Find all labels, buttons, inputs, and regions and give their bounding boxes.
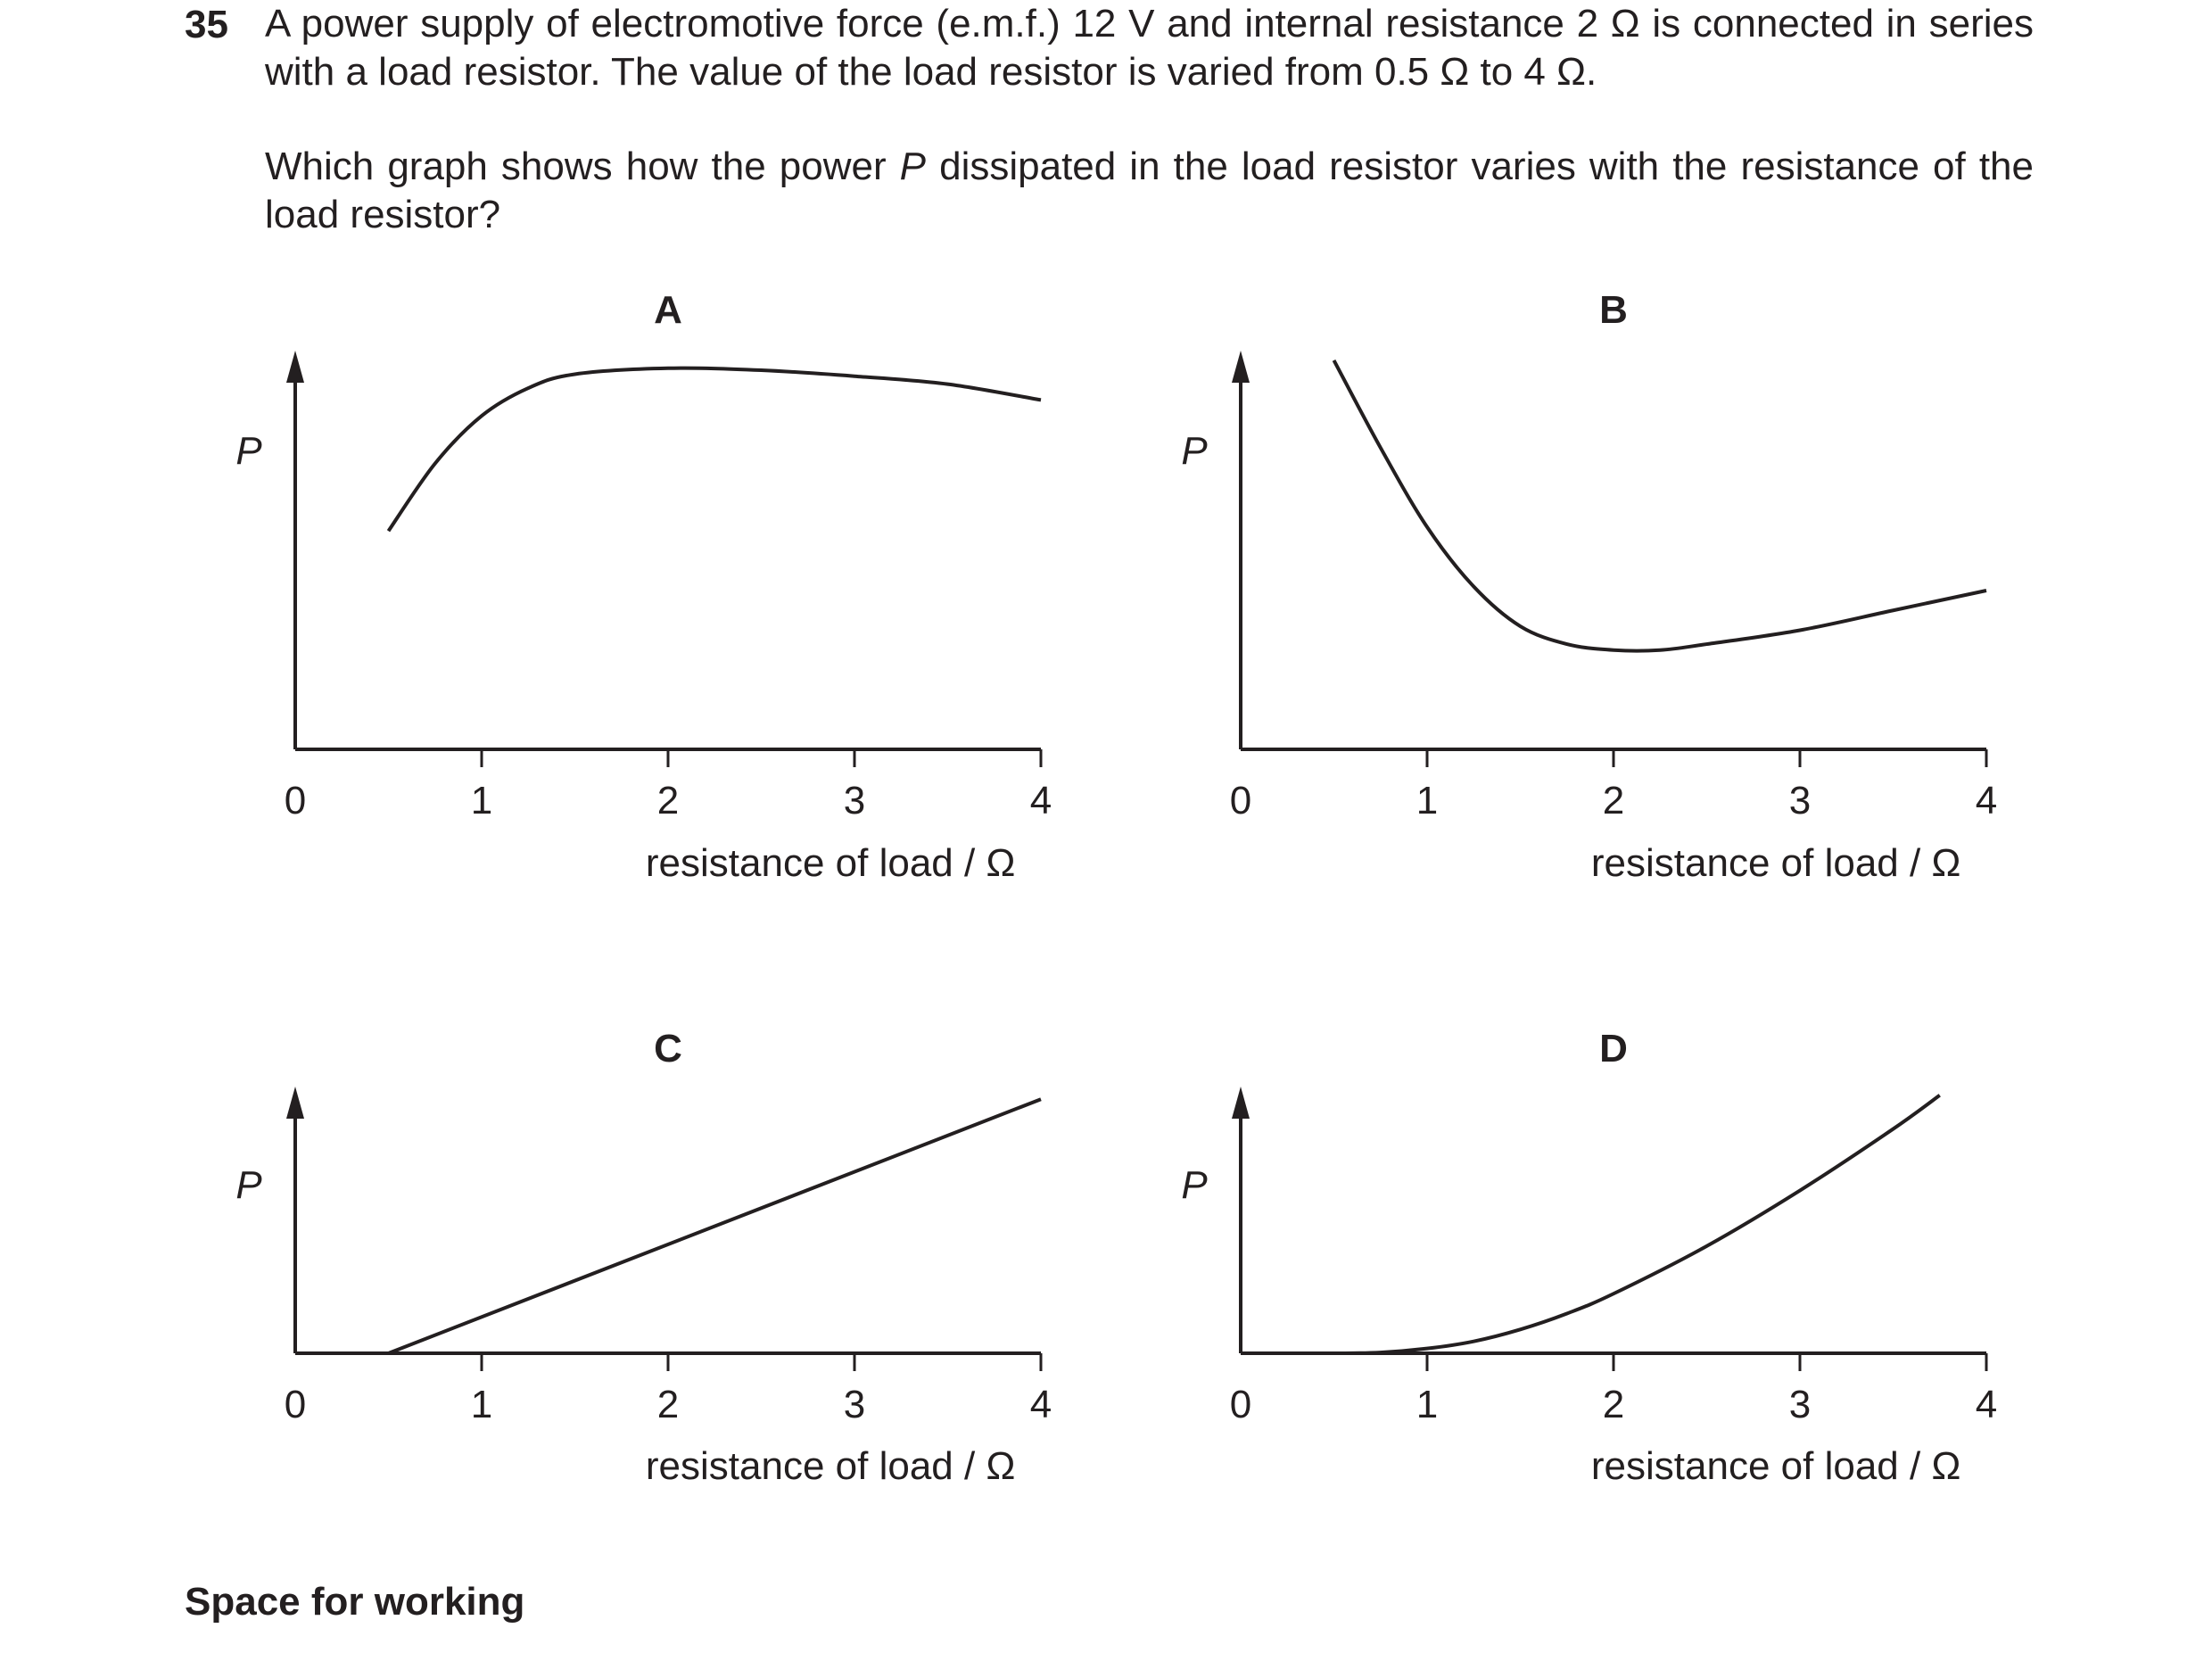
chart-b-tick-label-4: 4 xyxy=(1975,779,1998,822)
chart-b-tick-label-3: 3 xyxy=(1788,779,1812,822)
chart-d-y-arrow xyxy=(1232,1087,1250,1119)
chart-c-letter: C xyxy=(654,1027,682,1070)
chart-b-tick-label-0: 0 xyxy=(1229,779,1252,822)
chart-a-y-arrow xyxy=(286,351,304,383)
chart-c-y-arrow xyxy=(286,1087,304,1119)
chart-d-letter: D xyxy=(1599,1027,1628,1070)
chart-a-tick-label-0: 0 xyxy=(284,779,307,822)
chart-a-tick-label-2: 2 xyxy=(656,779,680,822)
chart-c-y-label: P xyxy=(235,1163,262,1207)
chart-a-tick-label-4: 4 xyxy=(1029,779,1052,822)
chart-b-curve xyxy=(1334,360,1987,651)
chart-c-tick-label-0: 0 xyxy=(284,1383,307,1426)
chart-d-curve xyxy=(1241,1095,1940,1353)
chart-c-tick-label-4: 4 xyxy=(1029,1383,1052,1426)
chart-a-x-label: resistance of load / Ω xyxy=(645,841,1016,885)
chart-c-curve xyxy=(295,1099,1041,1353)
chart-c-tick-label-2: 2 xyxy=(656,1383,680,1426)
chart-b-letter: B xyxy=(1599,288,1628,332)
chart-d-tick-label-3: 3 xyxy=(1788,1383,1812,1426)
chart-b-tick-label-1: 1 xyxy=(1416,779,1439,822)
chart-d-tick-label-4: 4 xyxy=(1975,1383,1998,1426)
chart-a-y-label: P xyxy=(235,429,262,473)
chart-d-y-label: P xyxy=(1181,1163,1208,1207)
prompt-text-after: dissipated in the load resistor varies with the resistance of the load resistor? xyxy=(265,145,2034,236)
space-for-working-label: Space for working xyxy=(185,1580,525,1624)
chart-c-tick-label-3: 3 xyxy=(843,1383,866,1426)
prompt-power-symbol: P xyxy=(899,145,927,188)
chart-b-tick-label-2: 2 xyxy=(1602,779,1625,822)
question-number: 35 xyxy=(185,3,228,46)
chart-a-tick-label-1: 1 xyxy=(470,779,493,822)
chart-d-tick-label-2: 2 xyxy=(1602,1383,1625,1426)
chart-d-tick-label-1: 1 xyxy=(1416,1383,1439,1426)
chart-a-curve xyxy=(389,368,1042,532)
chart-b-y-label: P xyxy=(1181,429,1208,473)
chart-d-x-label: resistance of load / Ω xyxy=(1590,1444,1961,1488)
prompt-text-before: Which graph shows how the power xyxy=(265,145,900,188)
chart-a-letter: A xyxy=(654,288,682,332)
chart-d-tick-label-0: 0 xyxy=(1229,1383,1252,1426)
chart-b-y-arrow xyxy=(1232,351,1250,383)
chart-a-tick-label-3: 3 xyxy=(843,779,866,822)
chart-c-x-label: resistance of load / Ω xyxy=(645,1444,1016,1488)
chart-b-x-label: resistance of load / Ω xyxy=(1590,841,1961,885)
question-stem: A power supply of electromotive force (e.m.f.) 12 V and internal resistance 2 Ω is connected in series with a load resistor. The value of the load resistor is varied from 0.5 Ω to 4 Ω. xyxy=(265,2,2034,94)
chart-c-tick-label-1: 1 xyxy=(470,1383,493,1426)
